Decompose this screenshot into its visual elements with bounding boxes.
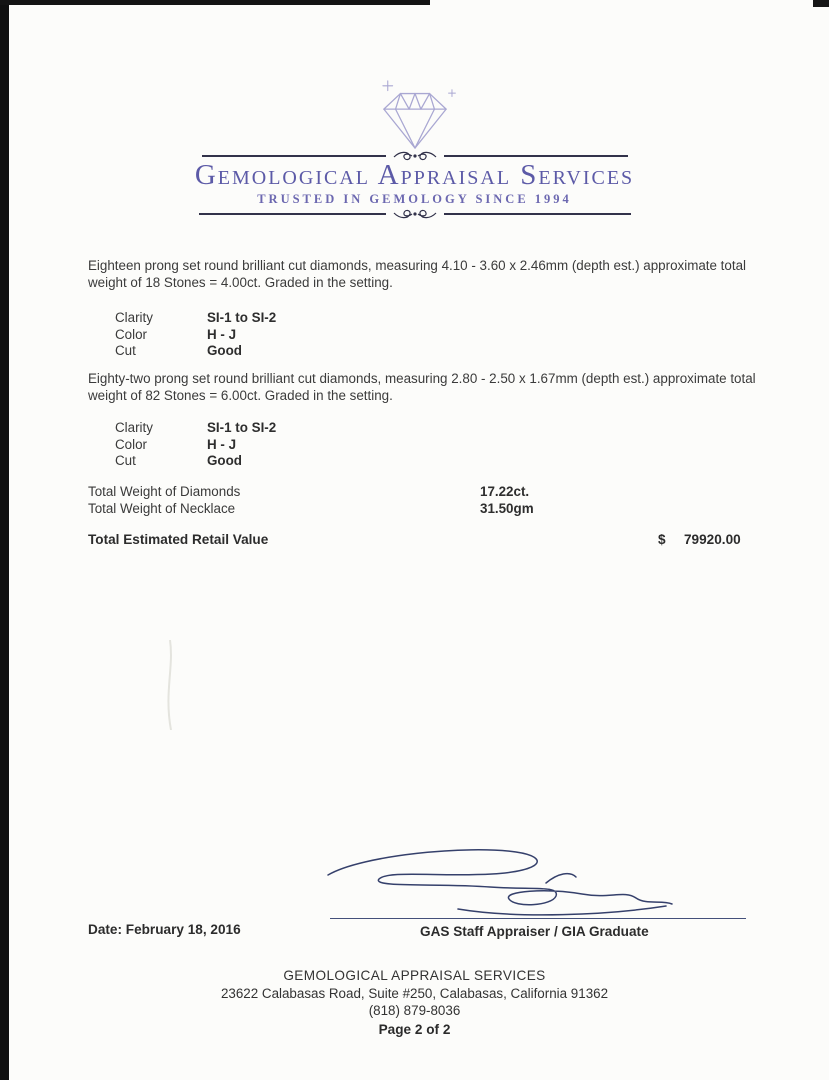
grade-value: H - J — [207, 326, 237, 342]
total-value: 31.50gm — [480, 500, 534, 516]
total-value: 17.22ct. — [480, 484, 530, 499]
rule-line — [444, 155, 628, 157]
footer-org-name: GEMOLOGICAL APPRAISAL SERVICES — [283, 968, 546, 983]
grade-label: Cut — [115, 343, 136, 358]
paper-crease-mark — [158, 640, 188, 730]
grade-label: Clarity — [115, 420, 153, 435]
total-estimated-retail-value-row — [88, 532, 760, 547]
retail-label: Total Estimated Retail Value — [88, 532, 269, 547]
signature-line — [330, 918, 746, 919]
grade-label: Color — [115, 326, 147, 342]
grade-label: Clarity — [115, 310, 153, 325]
total-label: Total Weight of Diamonds — [88, 484, 241, 499]
rule-line — [199, 213, 386, 215]
org-title: Gemological Appraisal Services — [194, 159, 635, 191]
total-weight-diamonds-row — [88, 484, 760, 501]
footer-phone: (818) 879-8036 — [368, 1003, 461, 1018]
item-2-description: Eighty-two prong set round brilliant cut diamonds, measuring 2.80 - 2.50 x 1.67mm (depth est.) approximate total weight of 82 Stones = 6.00ct. Graded in the setting. — [88, 371, 756, 403]
grade-value: SI-1 to SI-2 — [207, 310, 277, 325]
footer-page-number: Page 2 of 2 — [378, 1022, 451, 1037]
rule-line — [444, 213, 631, 215]
date-label: Date: February 18, 2016 — [88, 922, 241, 937]
grade-row-color — [115, 327, 276, 344]
grade-row-clarity — [115, 310, 276, 327]
retail-amount: 79920.00 — [684, 532, 741, 547]
scan-edge-top-right — [813, 0, 829, 7]
item-1-description: Eighteen prong set round brilliant cut diamonds, measuring 4.10 - 3.60 x 2.46mm (depth est.) approximate total weight of 18 Stones = 4.00ct. Graded in the setting. — [88, 258, 746, 290]
diamond-logo-icon — [366, 78, 464, 150]
appraiser-title-label: GAS Staff Appraiser / GIA Graduate — [420, 924, 649, 939]
grade-row-cut — [115, 453, 276, 470]
grade-value: Good — [207, 453, 242, 468]
total-weight-necklace-row — [88, 501, 760, 518]
item-2-grades-table — [115, 420, 276, 470]
footer-address: 23622 Calabasas Road, Suite #250, Calabasas, California 91362 — [220, 986, 609, 1001]
appraiser-signature — [318, 843, 688, 925]
grade-label: Color — [115, 436, 147, 452]
scan-edge-top — [0, 0, 430, 5]
grade-value: Good — [207, 343, 242, 358]
grade-row-clarity — [115, 420, 276, 437]
currency-symbol: $ — [658, 532, 666, 547]
grade-value: SI-1 to SI-2 — [207, 420, 277, 435]
total-label: Total Weight of Necklace — [88, 500, 236, 516]
scroll-ornament-icon — [392, 207, 438, 221]
header-rule-bottom — [199, 206, 631, 222]
org-tagline: TRUSTED IN GEMOLOGY SINCE 1994 — [257, 192, 572, 206]
rule-line — [202, 155, 386, 157]
grade-value: H - J — [207, 436, 237, 452]
item-1-grades-table — [115, 310, 276, 360]
grade-row-color — [115, 437, 276, 454]
totals-section — [88, 484, 760, 517]
grade-row-cut — [115, 343, 276, 360]
grade-label: Cut — [115, 453, 136, 468]
